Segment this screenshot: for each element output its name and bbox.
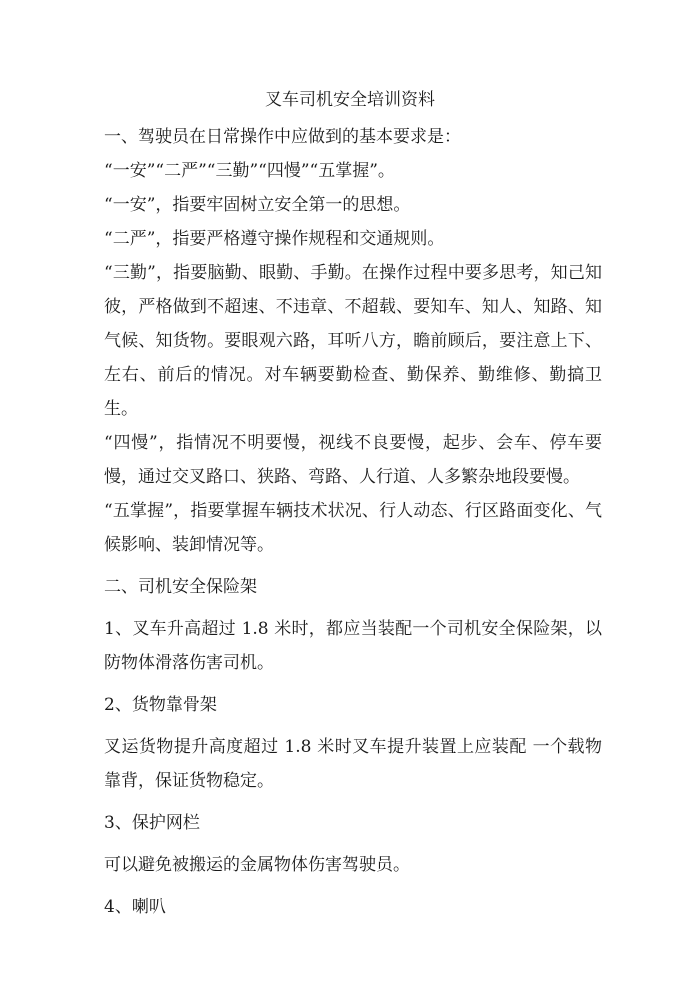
spacer — [104, 604, 602, 612]
document-body — [104, 120, 602, 924]
paragraph-item-2-heading: 2、货物靠骨架 — [104, 695, 217, 715]
spacer — [104, 840, 602, 848]
paragraph-item-3-heading: 3、保护网栏 — [104, 813, 200, 833]
paragraph-yi-an: “一安”，指要牢固树立安全第一的思想。 — [104, 195, 411, 215]
section-heading-2: 二、司机安全保险架 — [104, 577, 257, 597]
spacer — [104, 722, 602, 730]
paragraph-item-4-heading: 4、喇叭 — [104, 897, 166, 917]
section-heading-1: 一、驾驶员在日常操作中应做到的基本要求是： — [104, 127, 461, 147]
paragraph-san-qin: “三勤”，指要脑勤、眼勤、手勤。在操作过程中要多思考，知己知彼，严格做到不超速、不违章、不超载、要知车、知人、知路、知气候、知货物。要眼观六路，耳听八方，瞻前顾后，要注意上下、左右、前后的情况。对车辆要勤检查、勤保养、勤维修、勤搞卫生。 — [104, 263, 602, 419]
paragraph-item-1: 1、叉车升高超过 1.8 米时，都应当装配一个司机安全保险架，以防物体滑落伤害司机。 — [104, 619, 602, 673]
paragraph-si-man: “四慢”，指情况不明要慢，视线不良要慢，起步、会车、停车要慢，通过交叉路口、狭路、弯路、人行道、人多繁杂地段要慢。 — [104, 433, 602, 487]
paragraph-wu-zhangwo: “五掌握”，指要掌握车辆技术状况、行人动态、行区路面变化、气候影响、装卸情况等。 — [104, 501, 602, 555]
spacer — [104, 798, 602, 806]
spacer — [104, 680, 602, 688]
paragraph-er-yan: “二严”，指要严格遵守操作规程和交通规则。 — [104, 229, 445, 249]
spacer — [104, 882, 602, 890]
document-title: 叉车司机安全培训资料 — [265, 90, 435, 110]
paragraph-item-2-body: 叉运货物提升高度超过 1.8 米时叉车提升装置上应装配 一个载物靠背，保证货物稳定。 — [104, 737, 602, 791]
spacer — [104, 562, 602, 570]
paragraph-item-3-body: 可以避免被搬运的金属物体伤害驾驶员。 — [104, 855, 410, 875]
paragraph-summary: “一安”“二严”“三勤”“四慢”“五掌握”。 — [104, 161, 395, 181]
